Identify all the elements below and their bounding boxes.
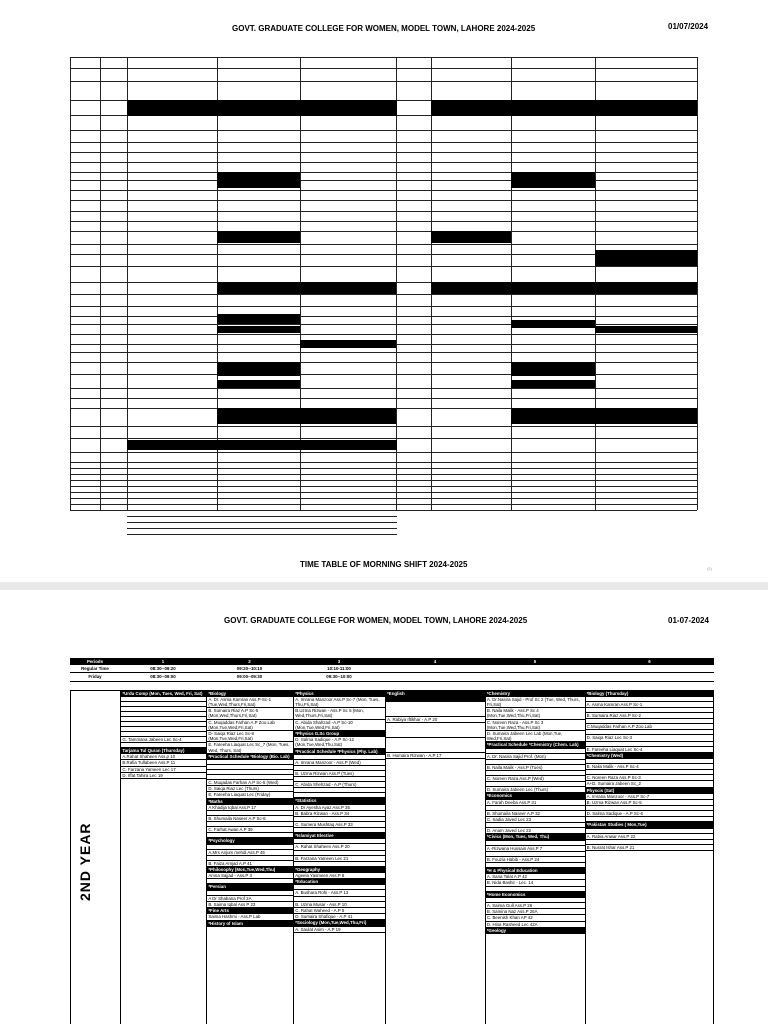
subject-cell: B. Shumaila Naseer A.P 32 <box>486 811 585 817</box>
subject-cell: A. Imrana Manzoor - Ass.P Sc-7 <box>586 794 713 800</box>
subject-cell: Ageela Yasmeen Ass.P 8 <box>294 873 385 879</box>
subject-cell: D. Salma Sadique - A.P Sc-12 (Mon,Tue,Wed,Thu,Sat) <box>294 737 385 748</box>
year-label-cell <box>71 691 121 1024</box>
subject-cell: *Economics <box>486 793 585 799</box>
subject-cell: *Fine Arts <box>207 908 293 914</box>
subject-cell: Tarjama Tul Quran (Thursday) <box>121 748 206 754</box>
period-5-column <box>486 691 586 1024</box>
subject-cell: Amna Sajjad - Ass.P 3 <box>207 873 293 879</box>
timetable-page-2 <box>0 590 768 1024</box>
subject-cell: B. Naila Malik - Ass.P Sc 4 (Mon,Tue,Wed,Thu,Fri,Sat) <box>486 708 585 719</box>
subject-cell: *Geology <box>486 928 585 934</box>
subject-cell: *Practical Schedule *Biology (Bio. Lab) <box>207 754 293 760</box>
subject-cell: C. Muqaddas Farhan A.P Zoo.Lab (Mon,Tue,Wed,Fri,Sat) <box>207 720 293 731</box>
friday-time-row <box>70 673 714 681</box>
subject-cell: C. Sadia Javed Lec 23 <box>486 817 585 823</box>
subject-cell: Saima Hashmi - Ass.P Lab <box>207 914 293 920</box>
subject-cell: *Practical Schedule *Physics (Phy. Lab) <box>294 749 385 755</box>
subject-cell: B. Samina Naz Ass.P 26A <box>486 909 585 915</box>
subject-cell: *Urdu Comp (Mon, Tues, Wed, Fri, Sat) <box>121 691 206 697</box>
subject-cell: B. Faiza Amjad A.P 41 <box>207 861 293 867</box>
subject-cell: B. Shumaila Naseer A.P Sc-6 <box>207 816 293 822</box>
subject-cell: *Physics G.Sc Group <box>294 731 385 737</box>
subject-cell: *Biology (Thursday) <box>586 691 713 697</box>
subject-cell: C. Farzana Yameen Lec 17 <box>121 767 206 773</box>
subject-cell: B. Farzana Yameen Lec 21 <box>294 856 385 862</box>
subject-cell: A. Dr. Asma Kamran Ass.P-Sc-1 (Tue,Wed,Thurs,Fri,Sat) <box>207 697 293 708</box>
subject-cell: C. Farhat Awan A.P 39 <box>207 827 293 833</box>
friday-time-3: 09:30--10:00 <box>326 674 352 680</box>
subject-cell: D. Iffat Tahira Lec 19 <box>121 773 206 779</box>
timetable-date-2: 01-07-2024 <box>668 616 709 625</box>
college-title: GOVT. GRADUATE COLLEGE FOR WOMEN, MODEL TOWN, LAHORE 2024-2025 <box>232 24 536 33</box>
subject-cell: D. Saiqa Riaz Lec Sc-3 <box>586 735 713 741</box>
year-label: 2ND YEAR <box>77 822 93 901</box>
subject-cell: *Home Economics <box>486 892 585 898</box>
subject-cell: *Maths <box>207 799 293 805</box>
subject-cell: *H & Physical Education <box>486 868 585 874</box>
subject-cell: C. Noreen Raza Ass.P (Wed) <box>486 776 585 782</box>
period-4: 4 <box>433 659 437 664</box>
friday-label: Friday <box>88 674 102 680</box>
subject-cell: *Chemistry <box>486 691 585 697</box>
subject-cell: D. Hina Rasheed Lec 42A <box>486 922 585 928</box>
subject-cell: B. Fouzia Habib - Ass.P 24 <box>486 857 585 863</box>
subject-cell: D. Sumaira Shafique - A.P 41 <box>294 914 385 920</box>
periods-header-row <box>70 658 714 665</box>
subject-cell: D. Salma Sadique - A.P Sc-6 <box>586 811 713 817</box>
subject-cell: C. Noreen Raza - Ass.P Sc 3 (Mon,Tue,Wed,Thu,Fri,Sat) <box>486 720 585 731</box>
period-2-column <box>207 691 294 1024</box>
period-1: 1 <box>161 659 165 664</box>
regular-time-1: 08:30--09:20 <box>150 666 176 672</box>
subject-cell: A. Saima Gull Ass.P 26 <box>486 903 585 909</box>
subject-cell: B. Uzma Rizwan Ass.P Sc-5 <box>586 800 713 806</box>
second-year-timetable <box>70 658 714 1024</box>
subject-cell: B. Humaira Rizwan - A.P 17 <box>386 753 485 759</box>
subject-cell: A.Rahat Shaheen Ass.p 10 <box>121 754 206 760</box>
subject-cell: D. Sumaira Jabeen Lec (Thurs) <box>486 787 585 793</box>
subject-cell: A. Bushara Rohi - Ass.P 13 <box>294 890 385 896</box>
subject-cell: A. Dr Ayesha Ayaz Ass.P 35 <box>294 805 385 811</box>
regular-time-row <box>70 665 714 673</box>
subject-cell: A. Rahat Shaheen Ass.P 20 <box>294 844 385 850</box>
subject-cell: A Dr Shabana Prof 2A <box>207 896 293 902</box>
regular-time-2: 09:20--10:10 <box>236 666 263 672</box>
subject-cell: D. Sumaira Jabeen Lec Lab (Mon,Tue, Wed,Fri,Sat) <box>486 731 585 742</box>
subject-cell: B. Nida Bashir - Lec. 14 <box>486 880 585 886</box>
subject-cell <box>386 702 485 717</box>
subject-cell: B.Rafia Tullabeen Ass.P 11 <box>121 760 206 766</box>
subject-cell: D- Saiqa Riaz Lec Sc-8 (Mon,Tue,Wed,Fri,Sat) <box>207 731 293 742</box>
subject-grid <box>70 690 714 1024</box>
subject-cell: B. Saima Iqbal Ass P 23 <box>207 902 293 908</box>
period-6-column <box>586 691 714 1024</box>
period-3: 3 <box>337 659 341 664</box>
college-title-2: GOVT. GRADUATE COLLEGE FOR WOMEN, MODEL TOWN, LAHORE 2024-2025 <box>224 616 528 625</box>
period-6: 6 <box>648 659 651 664</box>
period-4-column <box>386 691 486 1024</box>
subject-cell: A. Dr. Nasira Sajid Prof. (Mon) <box>486 754 585 760</box>
subject-cell: A. Imrana Manzoor Ass.P Sc-7 (Mon, Tues, Thu,Fri,Sat) <box>294 697 385 708</box>
subject-cell: *Psychology <box>207 838 293 844</box>
subject-cell: A -Rizwana Hussain Ass.P 7 <box>486 846 585 852</box>
subject-cell: *Civics (Mon, Tues, Wed, Thu) <box>486 834 585 840</box>
subject-cell: B. Nusrat Ishar Ass.P 21 <box>586 845 713 851</box>
subject-cell: *History of Islam <box>207 921 293 927</box>
subject-cell: *Geography <box>294 867 385 873</box>
subject-cell: B. Uzma Musar - Ass.P 10 <box>294 902 385 908</box>
subject-cell: B. Babra Rizwan - Ass.P 34 <box>294 811 385 817</box>
subject-cell: A. Sana Talat A.P 42 <box>486 874 585 880</box>
subject-cell: G. Tammana Jabeen Lec Sc-4 <box>121 737 206 743</box>
subject-cell: *Philosophy (Mon,Tue,Wed,Thu) <box>207 867 293 873</box>
timetable-date: 01/07/2024 <box>668 22 709 31</box>
subject-cell: B. Sumaira Riaz A.P Sc-5 (Mon,Wed,Thurs,Fri,Sat) <box>207 708 293 719</box>
subject-cell: A. Imrana Manzoor - Ass.P (Wed) <box>294 760 385 766</box>
periods-label: Periods <box>86 659 104 664</box>
subject-cell: C. Noreen Raza Ass.P Sc-3 <box>586 775 713 781</box>
subject-cell: A. Dr.Nasira Sajid - Prof Sc 2 (Tue, Wed, Thurs, Fri,Sat) <box>486 697 585 708</box>
subject-cell: A. Rabiya Iftikhar - A.P 20 <box>386 717 485 723</box>
period-2: 2 <box>248 659 251 664</box>
subject-cell: A+D. Sumaira Jabeen Sc_2 <box>586 781 713 787</box>
subject-cell: C. Abida Shahzad -A.P Sc-10 (Mon,Tue,Wed,Fri,Sat) <box>294 720 385 731</box>
subject-cell: D. Anam Javed Lec 22 <box>486 828 585 834</box>
subject-cell: *Biology <box>207 691 293 697</box>
subject-cell: A. Asma Kamran Ass.P Sc-1 <box>586 702 713 708</box>
subject-cell: Physcis (Sat) <box>586 788 713 794</box>
subject-cell: C. Sumera Mushtaq Ass.P 33 <box>294 822 385 828</box>
subject-cell: A. Rabia Anwar Ass.P 22 <box>586 834 713 840</box>
period-5: 5 <box>533 659 537 664</box>
morning-shift-title: TIME TABLE OF MORNING SHIFT 2024-2025 <box>300 560 468 569</box>
page-number: (2) <box>707 566 712 571</box>
regular-time-label: Regular Time <box>81 666 109 672</box>
subject-cell: C.Muqaddas Farhan A.P Zoo.Lab <box>586 724 713 730</box>
subject-cell: E. Fareeha Liaquat Lec Sc_7 (Mon, Tues, Wed, Thurs, Sat) <box>207 742 293 753</box>
subject-cell: B. Naila Malik - Ass.P (Tues) <box>486 765 585 771</box>
period-1-column <box>121 691 207 1024</box>
subject-cell: *Statistics <box>294 798 385 804</box>
subject-cell: C. Abida Shehzad - A.P (Thurs) <box>294 782 385 788</box>
subject-cell: E. Fareeha Liaquat Lec (Friday) <box>207 792 293 798</box>
subject-cell: *Pakistan Studies ( Mon,Tue) <box>586 822 713 828</box>
subject-cell: *Sociology (Mon,Tue,Wed,Thu,Fri) <box>294 920 385 926</box>
subject-cell <box>386 723 485 738</box>
subject-cell: *Practical Schedule *Chemistry (Chem. Lab) <box>486 742 585 748</box>
subject-cell: B.Uzma Rizwan - Ass.P Sc 5 (Mon, Wed,Thurs,Fri,Sat) <box>294 708 385 719</box>
friday-time-1: 08:30--09:00 <box>150 674 176 680</box>
friday-time-2: 09:00--09:30 <box>236 674 263 680</box>
subject-cell: A Khadija Iqbal Ass.P 17 <box>207 805 293 811</box>
subject-cell: A. Farah Deeba Ass.P 31 <box>486 800 585 806</box>
regular-time-3: 10:10-11:00 <box>327 666 351 672</box>
subject-cell: A. Saulat Asim - A.P 19 <box>294 927 385 933</box>
subject-cell: C. Beenish Khan AP 42 <box>486 915 585 921</box>
subject-cell: B. Sumaira Riaz Ass.P Sc-2 <box>586 713 713 719</box>
subject-cell: A.Mrs Anjum mehdi Ass.P 45 <box>207 850 293 856</box>
subject-cell: D. Saiqa Riaz Lec (Thurs) <box>207 786 293 792</box>
subject-cell: B. Uzma Rizwan Ass.P (Tues) <box>294 771 385 777</box>
subject-cell: C. Muqadas Farhan A.P Sc-5 (Wed) <box>207 780 293 786</box>
subject-cell: B. Naila Malik - Ass.P Sc-4 <box>586 764 713 770</box>
subject-cell: E. Fareeha Liaquat Lec Sc-4 <box>586 747 713 753</box>
subject-cell: *English <box>386 691 485 702</box>
subject-cell: *Education <box>294 879 385 885</box>
subject-cell: *Physics <box>294 691 385 697</box>
subject-cell: *Islamiyat Elective <box>294 833 385 839</box>
subject-cell <box>386 738 485 753</box>
subject-cell: *Chemistry (Wed) <box>586 753 713 759</box>
subject-cell: *Persian <box>207 884 293 890</box>
subject-cell: C. Rahat Waheed - A.P 5 <box>294 908 385 914</box>
period-3-column <box>294 691 386 1024</box>
